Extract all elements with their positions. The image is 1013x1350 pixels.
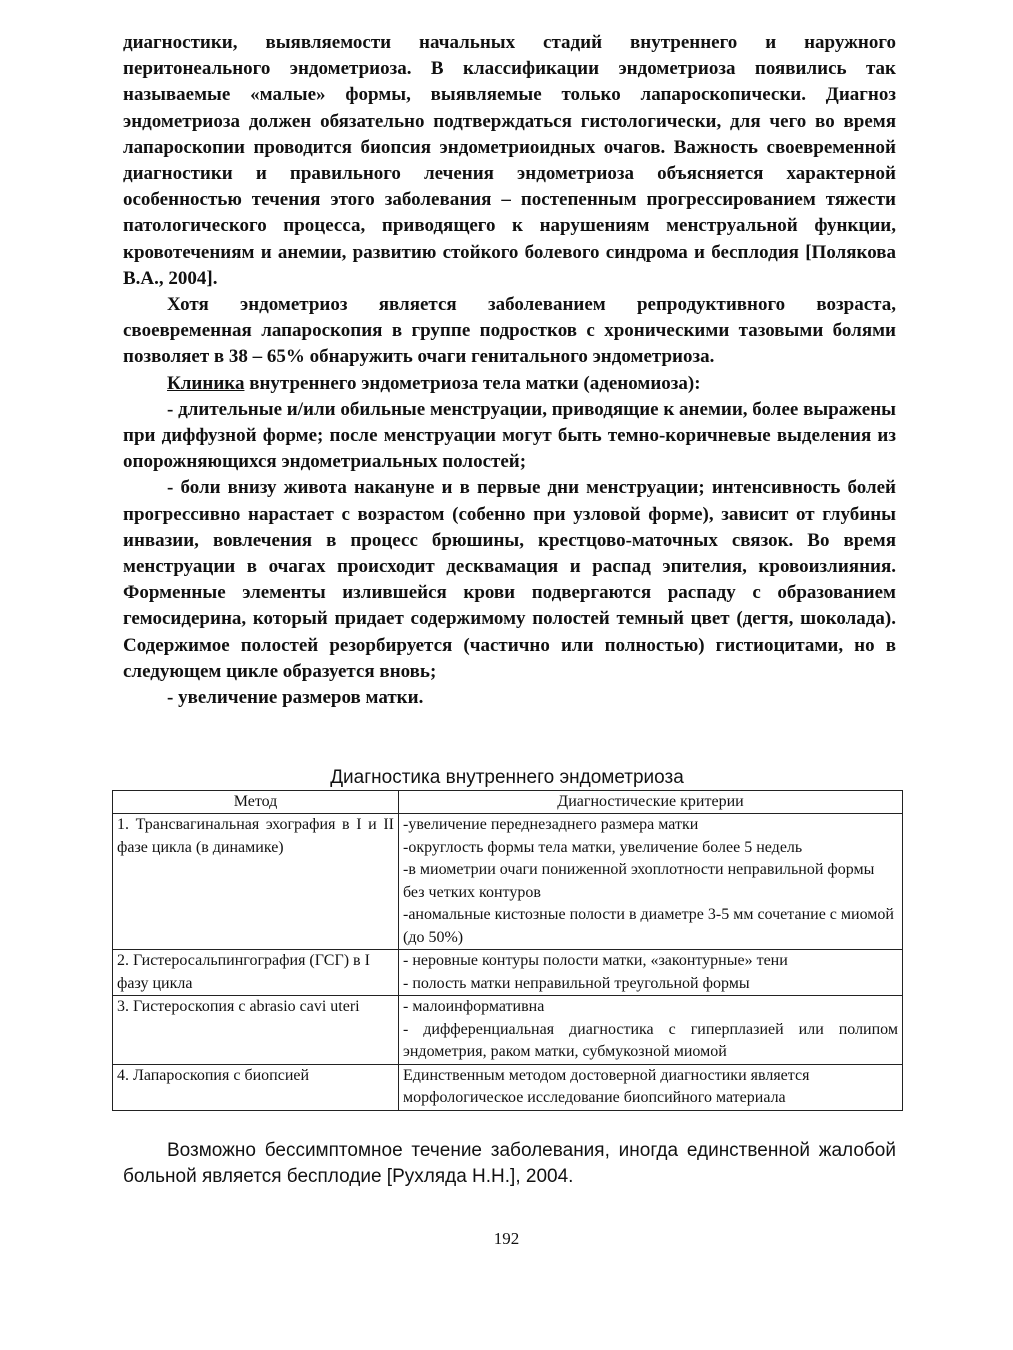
criterion: - полость матки неправильной треугольной формы xyxy=(403,974,750,992)
criterion: - малоинформативна xyxy=(403,998,545,1015)
page-number: 192 xyxy=(493,1229,520,1248)
criterion: -округлость формы тела матки, увеличение более 5 недель xyxy=(403,838,803,856)
method-cell: 2. Гистеросальпингография (ГСГ) в I фазу цикла xyxy=(113,950,399,996)
criteria-cell xyxy=(399,950,903,996)
clinic-word: Клиника xyxy=(167,372,245,394)
table-header-row xyxy=(113,791,903,814)
method-cell: 1. Трансвагинальная эхография в I и II фазе цикла (в динамике) xyxy=(113,814,399,950)
table-row xyxy=(113,996,903,1065)
closing-text xyxy=(123,1138,896,1190)
paragraph-2: Хотя эндометриоз является заболеванием репродуктивного возраста, своевременная лапароскопия в группе подростков с хроническими тазовыми болями позволяет в 38 – 65% обнаружить очаги генитального эндометриоза. xyxy=(123,294,896,368)
criterion: - дифференциальная диагностика с гиперплазией или полипом эндометрия, раком матки, субмукозной миомой xyxy=(403,1020,898,1060)
bullet-2: - боли внизу живота накануне и в первые дни менструации; интенсивность болей прогрессивно нарастает с возрастом (собенно при узловой форме), зависит от глубины инвазии, вовлечения в процесс брюшины, крестцово-маточных связок. Во время менструации в очагах происходит десквамация и распад эпителия, кровоизлияния. Форменные элементы излившейся крови подвергаются распаду с образованием гемосидерина, который придает содержимому полостей темный цвет (дегтя, шоколада). Содержимое полостей резорбируется (частично или полностью) гистиоцитами, но в следующем цикле образуется вновь; xyxy=(123,477,896,682)
criterion: -в миометрии очаги пониженной эхоплотности неправильной формы без четких контуров xyxy=(403,861,875,901)
table-row xyxy=(113,814,903,950)
criteria-cell xyxy=(399,996,903,1065)
criterion: -аномальные кистозные полости в диаметре 3-5 мм сочетание с миомой (до 50%) xyxy=(403,906,894,946)
method-cell: 4. Лапароскопия с биопсией xyxy=(113,1064,399,1110)
method-cell: 3. Гистероскопия с abrasio cavi uteri xyxy=(113,996,399,1065)
paragraph-1: диагностики, выявляемости начальных стадий внутреннего и наружного перитонеального эндометриоза. В классификации эндометриоза появились так называемые «малые» формы, выявляемые только лапароскопически. Диагноз эндометриоза должен обязательно подтверждаться гистологически, для чего во время лапароскопии проводится биопсия эндометриоидных очагов. Важность своевременной диагностики и правильного лечения эндометриоза объясняется характерной особенностью течения этого заболевания – постепенным прогрессированием тяжести патологического процесса, приводящего к нарушениям менструальной функции, кровотечениям и анемии, развитию стойкого болевого синдрома и бесплодия [Полякова В.А., 2004]. xyxy=(123,32,896,289)
criterion: - неровные контуры полости матки, «законтурные» тени xyxy=(403,952,788,969)
bullet-1: - длительные и/или обильные менструации, приводящие к анемии, более выражены при диффузной форме; после менструации могут быть темно-коричневые выделения из опорожняющихся эндометриальных полостей; xyxy=(123,398,896,473)
body-text xyxy=(123,30,896,711)
table-row xyxy=(113,1064,903,1110)
header-criteria: Диагностические критерии xyxy=(399,791,903,814)
diagnostics-table xyxy=(112,790,903,1111)
criteria-cell xyxy=(399,814,903,950)
closing-paragraph: Возможно бессимптомное течение заболевания, иногда единственной жалобой больной является бесплодие [Рухляда Н.Н.], 2004. xyxy=(123,1140,896,1188)
criterion: Единственным методом достоверной диагностики является морфологическое исследование биопсийного материала xyxy=(403,1066,810,1106)
header-method: Метод xyxy=(113,791,399,814)
criterion: -увеличение переднезаднего размера матки xyxy=(403,816,699,833)
table-title: Диагностика внутреннего эндометриоза xyxy=(330,767,684,788)
table-row xyxy=(113,950,903,996)
clinic-heading xyxy=(123,371,896,397)
criteria-cell xyxy=(399,1064,903,1110)
clinic-rest: внутреннего эндометриоза тела матки (аденомиоза): xyxy=(244,372,701,394)
bullet-3: - увеличение размеров матки. xyxy=(167,687,424,709)
